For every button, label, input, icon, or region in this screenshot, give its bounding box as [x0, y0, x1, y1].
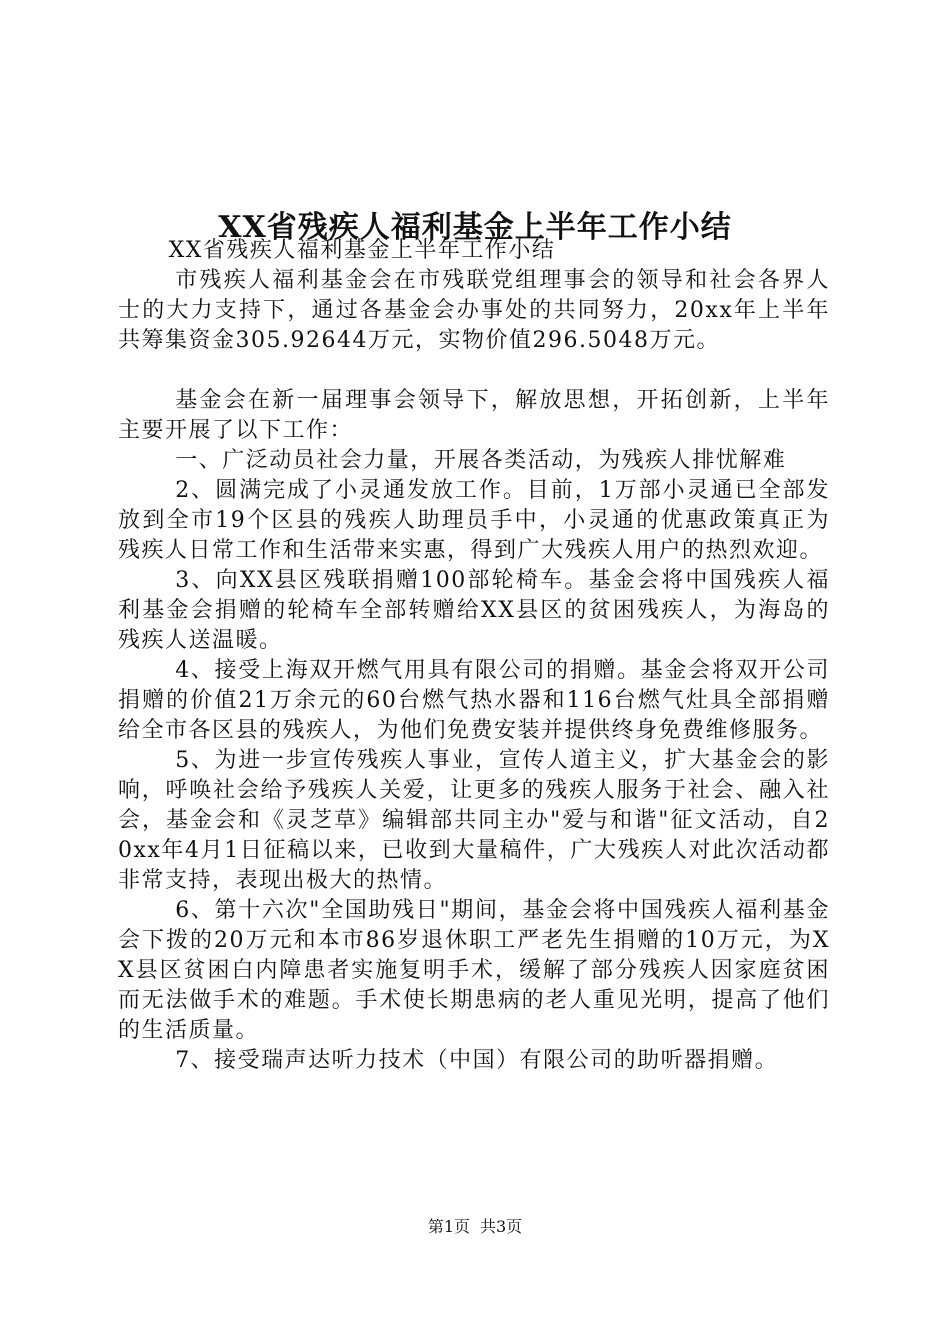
item-paragraph-5: 5、为进一步宣传残疾人事业，宣传人道主义，扩大基金会的影响，呼唤社会给予残疾人关爱，让更多的残疾人服务于社会、融入社会，基金会和《灵芝草》编辑部共同主办"爱与和谐"征文活动，自20xx年4月1日征稿以来，已收到大量稿件，广大残疾人对此次活动都非常支持，表现出极大的热情。	[118, 748, 830, 893]
item-paragraph-7: 7、接受瑞声达听力技术（中国）有限公司的助听器捐赠。	[175, 1048, 779, 1073]
document-body	[118, 236, 830, 1076]
overview-paragraph: 基金会在新一届理事会领导下，解放思想，开拓创新，上半年主要开展了以下工作：	[118, 388, 830, 443]
section-heading-1: 一、广泛动员社会力量，开展各类活动，为残疾人排忧解难	[175, 448, 787, 473]
item-paragraph-6: 6、第十六次"全国助残日"期间，基金会将中国残疾人福利基金会下拨的20万元和本市86岁退休职工严老先生捐赠的10万元，为XX县区贫困白内障患者实施复明手术，缓解了部分残疾人因家庭贫困而无法做手术的难题。手术使长期患病的老人重见光明，提高了他们的生活质量。	[118, 898, 830, 1043]
intro-paragraph: 市残疾人福利基金会在市残联党组理事会的领导和社会各界人士的大力支持下，通过各基金会办事处的共同努力，20xx年上半年共筹集资金305.92644万元，实物价值296.5048万元。	[118, 268, 830, 353]
subtitle-paragraph: XX省残疾人福利基金上半年工作小结	[168, 238, 556, 263]
document-title: XX省残疾人福利基金上半年工作小结	[218, 210, 732, 246]
page-footer	[0, 1216, 950, 1238]
page-total: 共3页	[480, 1217, 523, 1236]
item-paragraph-4: 4、接受上海双开燃气用具有限公司的捐赠。基金会将双开公司捐赠的价值21万余元的60台燃气热水器和116台燃气灶具全部捐赠给全市各区县的残疾人，为他们免费安装并提供终身免费维修服务。	[118, 658, 830, 743]
page-number: 第1页	[427, 1217, 470, 1236]
item-paragraph-2: 2、圆满完成了小灵通发放工作。目前，1万部小灵通已全部发放到全市19个区县的残疾人助理员手中，小灵通的优惠政策真正为残疾人日常工作和生活带来实惠，得到广大残疾人用户的热烈欢迎。	[118, 478, 830, 563]
item-paragraph-3: 3、向XX县区残联捐赠100部轮椅车。基金会将中国残疾人福利基金会捐赠的轮椅车全部转赠给XX县区的贫困残疾人，为海岛的残疾人送温暖。	[118, 568, 830, 653]
